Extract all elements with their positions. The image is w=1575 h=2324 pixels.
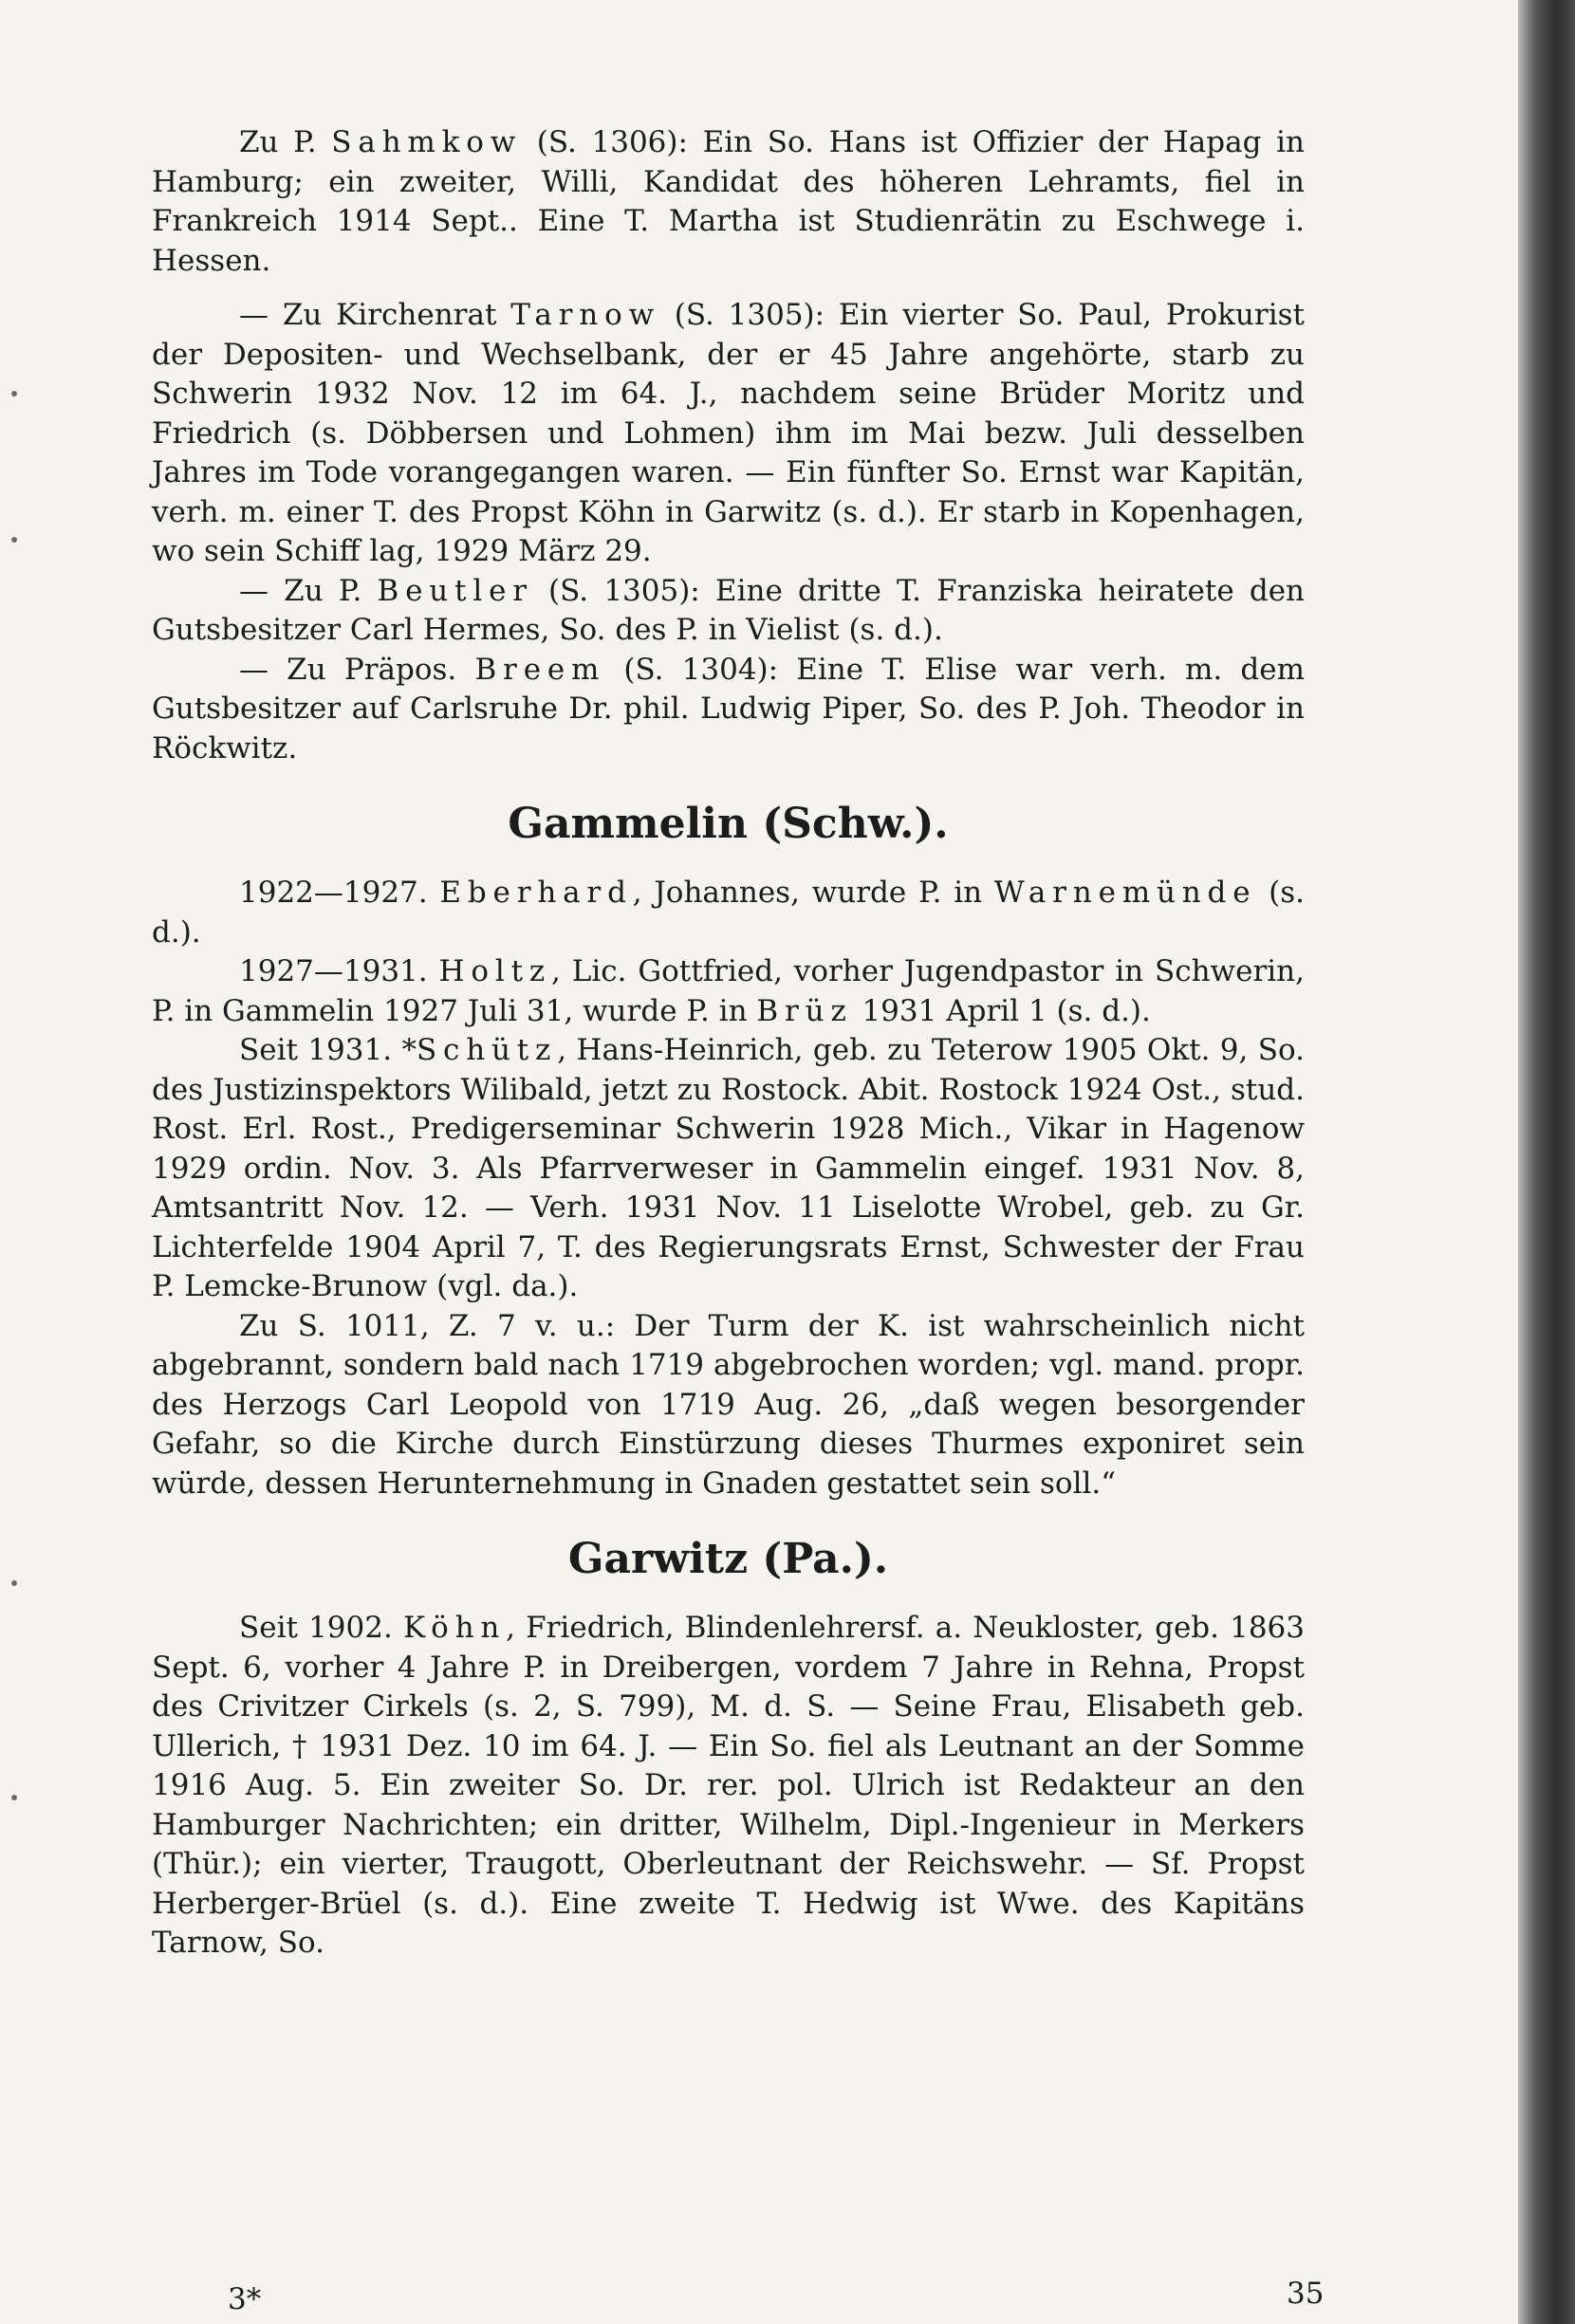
text-column <box>152 123 1305 1964</box>
book-spine-shadow <box>1518 0 1575 2324</box>
person-name: Beutler <box>377 573 533 608</box>
person-name: Köhn <box>402 1611 507 1645</box>
margin-mark <box>11 391 17 397</box>
entry-text: — Zu Präpos. <box>239 652 475 687</box>
entry-turm-note: Zu S. 1011, Z. 7 v. u.: Der Turm der K. ist wahrscheinlich nicht abgebrannt, sondern bald nach 1719 abgebrochen worden; vgl. mand. propr. des Herzogs Carl Leopold von 1719 Aug. 26, „daß wegen besorgender Gefahr, so die Kirche durch Einstürzung dieses Thurmes exponiret sein würde, dessen Herunternehmung in Gnaden gestattet sein soll.“ <box>152 1308 1305 1501</box>
entry-text: 1927—1931. <box>239 954 439 988</box>
entry-text: Seit 1902. <box>239 1611 403 1645</box>
margin-mark <box>11 537 17 543</box>
signature-mark: 3* <box>228 2282 262 2316</box>
entry-text: Zu P. <box>239 125 332 159</box>
entry-sahmkow <box>152 123 1305 281</box>
entry-holtz <box>152 952 1305 1031</box>
entry-text: (s. d.). <box>152 876 1305 950</box>
margin-mark <box>11 1795 17 1800</box>
page-number: 35 <box>1287 2277 1325 2311</box>
entry-text: (S. 1305): Eine dritte T. Franziska heiratete den Gutsbesitzer Carl Hermes, So. des P. in Vielist (s. d.). <box>152 573 1306 647</box>
section-heading-gammelin: Gammelin (Schw.). <box>508 800 949 848</box>
entry-text: , Friedrich, Blindenlehrersf. a. Neukloster, geb. 1863 Sept. 6, vorher 4 Jahre P. in Dreibergen, vordem 7 Jahre in Rehna, Propst des Crivitzer Cirkels (s. 2, S. 799), M. d. S. — Seine Frau, Elisabeth geb. Ullerich, † 1931 Dez. 10 im 64. J. — Ein So. fiel als Leutnant an der Somme 1916 Aug. 5. Ein zweiter So. Dr. rer. pol. Ulrich ist Redakteur an den Hamburger Nachrichten; ein dritter, Wilhelm, Dipl.-Ingenieur in Merkers (Thür.); ein vierter, Traugott, Oberleutnant der Reichswehr. — Sf. Propst Herberger-Brüel (s. d.). Eine zweite T. Hedwig ist Wwe. des Kapitäns Tarnow, So. <box>152 1611 1305 1960</box>
section-heading-garwitz: Garwitz (Pa.). <box>567 1535 889 1583</box>
entry-text: 1931 April 1 (s. d.). <box>852 993 1151 1028</box>
person-name: Breem <box>474 652 606 687</box>
person-name: Eberhard <box>439 876 633 910</box>
entry-eberhard <box>152 874 1305 952</box>
entry-text: , Hans-Heinrich, geb. zu Teterow 1905 Okt. 9, So. des Justizinspektors Wilibald, jetzt zu Rostock. Abit. Rostock 1924 Ost., stud. Rost. Erl. Rost., Predigerseminar Schwerin 1928 Mich., Vikar in Hagenow 1929 ordin. Nov. 3. Als Pfarrverweser in Gammelin eingef. 1931 Nov. 8, Amtsantritt Nov. 12. — Verh. 1931 Nov. 11 Liselotte Wrobel, geb. zu Gr. Lichterfelde 1904 April 7, T. des Regierungsrats Ernst, Schwester der Frau P. Lemcke-Brunow (vgl. da.). <box>152 1033 1305 1303</box>
person-name: Schütz <box>416 1033 558 1067</box>
entry-breem <box>152 651 1305 769</box>
entry-text: , Johannes, wurde P. in <box>632 876 994 910</box>
entry-text: Seit 1931. * <box>239 1033 417 1067</box>
entry-text: (S. 1305): Ein vierter So. Paul, Prokurist der Depositen- und Wechselbank, der er 45 Jahre angehörte, starb zu Schwerin 1932 Nov. 12 im 64. J., nachdem seine Brüder Moritz und Friedrich (s. Döbbersen und Lohmen) ihm im Mai bezw. Juli desselben Jahres im Tode vorangegangen waren. — Ein fünfter So. Ernst war Kapitän, verh. m. einer T. des Propst Köhn in Garwitz (s. d.). Er starb in Kopenhagen, wo sein Schiff lag, 1929 März 29. <box>152 298 1305 568</box>
entry-text: — Zu Kirchenrat <box>239 298 511 332</box>
entry-beutler <box>152 572 1305 651</box>
entry-text: (S. 1304): Eine T. Elise war verh. m. dem Gutsbesitzer auf Carlsruhe Dr. phil. Ludwig Piper, So. des P. Joh. Theodor in Röckwitz. <box>152 652 1305 765</box>
entry-text: (S. 1306): Ein So. Hans ist Offizier der Hapag in Hamburg; ein zweiter, Willi, Kandidat des höheren Lehramts, fiel in Frankreich 1914 Sept.. Eine T. Martha ist Studienrätin zu Eschwege i. Hessen. <box>152 125 1305 278</box>
entry-text: , Lic. Gottfried, vorher Jugendpastor in Schwerin, P. in Gammelin 1927 Juli 31, wurde P. in <box>152 954 1305 1028</box>
entry-text: — Zu P. <box>239 573 378 608</box>
entry-text: 1922—1927. <box>239 876 440 910</box>
person-name: Sahmkow <box>331 125 523 159</box>
place-name: Brüz <box>756 993 853 1028</box>
entry-tarnow <box>152 296 1305 572</box>
entry-schuetz <box>152 1031 1305 1307</box>
margin-mark <box>11 1580 17 1586</box>
person-name: Tarnow <box>510 298 660 332</box>
entry-koehn <box>152 1609 1305 1964</box>
person-name: Holtz <box>438 954 552 988</box>
place-name: Warnemünde <box>993 876 1257 910</box>
